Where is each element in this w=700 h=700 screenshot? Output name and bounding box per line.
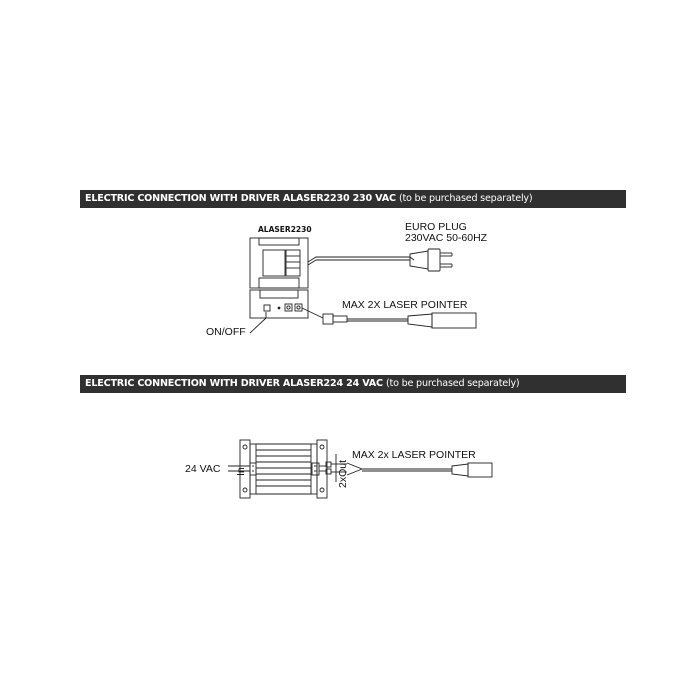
input-voltage-label: 24 VAC bbox=[185, 463, 221, 475]
driver-body bbox=[250, 444, 317, 494]
plug-label-line1: EURO PLUG bbox=[405, 221, 467, 233]
euro-plug-icon bbox=[410, 249, 452, 271]
output-label: MAX 2x LASER POINTER bbox=[352, 449, 476, 461]
device-label: ALASER2230 bbox=[258, 225, 312, 234]
section-title-note: (to be purchased separately) bbox=[385, 378, 520, 389]
output-terminal-icon bbox=[312, 463, 319, 475]
socket-icon bbox=[295, 304, 302, 311]
power-cord bbox=[308, 257, 414, 265]
section-title: ELECTRIC CONNECTION WITH DRIVER ALASER2230 230 VAC bbox=[85, 193, 396, 204]
section-title: ELECTRIC CONNECTION WITH DRIVER ALASER224 24 VAC bbox=[85, 378, 383, 389]
mounting-hole-icon bbox=[320, 488, 324, 492]
mounting-hole-icon bbox=[320, 445, 324, 449]
driver-alaser224 bbox=[240, 440, 327, 498]
plug-label-line2: 230VAC 50-60HZ bbox=[405, 232, 488, 244]
socket-icon bbox=[285, 304, 292, 311]
indicator-dot-icon bbox=[278, 307, 281, 310]
switch-callout-line bbox=[250, 312, 266, 333]
mounting-hole-icon bbox=[243, 488, 247, 492]
output-label: MAX 2X LASER POINTER bbox=[342, 299, 468, 311]
switch-icon bbox=[264, 305, 270, 311]
driver-alaser2230 bbox=[250, 225, 312, 318]
laser-pointer-icon bbox=[408, 313, 476, 328]
laser-pointer-icon bbox=[452, 463, 492, 477]
switch-label: ON/OFF bbox=[206, 326, 246, 338]
input-terminal-icon bbox=[250, 463, 256, 475]
mounting-hole-icon bbox=[243, 445, 247, 449]
in-terminal-label: In bbox=[235, 467, 247, 476]
out-terminal-label: 2xOut bbox=[337, 459, 349, 488]
section-title-note: (to be purchased separately) bbox=[398, 193, 533, 204]
